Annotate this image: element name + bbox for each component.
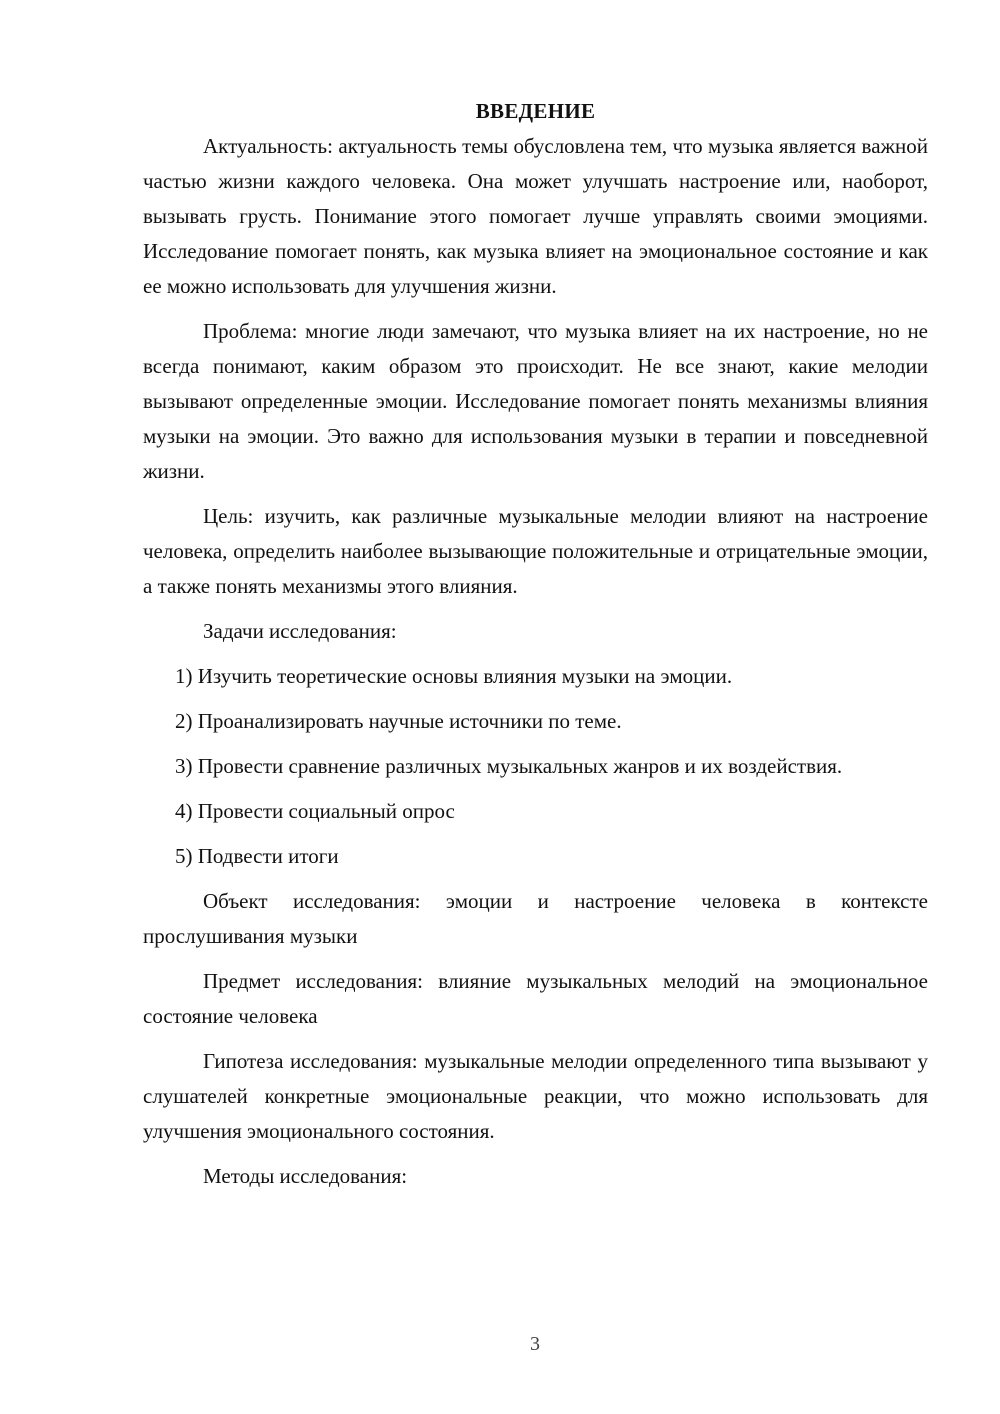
methods-heading: Методы исследования: bbox=[203, 1164, 408, 1188]
hypothesis-paragraph: Гипотеза исследования: музыкальные мелодии определенного типа вызывают у слушателей конкретные эмоциональные реакции, что можно использовать для улучшения эмоционального состояния. bbox=[143, 1049, 928, 1143]
section-title: ВВЕДЕНИЕ bbox=[475, 99, 596, 123]
task-item-4: 4) Провести социальный опрос bbox=[175, 799, 455, 823]
task-item-3: 3) Провести сравнение различных музыкальных жанров и их воздействия. bbox=[175, 754, 843, 778]
task-item-1: 1) Изучить теоретические основы влияния музыки на эмоции. bbox=[175, 664, 733, 688]
task-item-5: 5) Подвести итоги bbox=[175, 844, 339, 868]
problem-paragraph: Проблема: многие люди замечают, что музыка влияет на их настроение, но не всегда понимают, каким образом это происходит. Не все знают, какие мелодии вызывают определенные эмоции. Исследование помогает понять механизмы влияния музыки на эмоции. Это важно для использования музыки в терапии и повседневной жизни. bbox=[143, 319, 928, 483]
object-paragraph: Объект исследования: эмоции и настроение человека в контексте прослушивания музыки bbox=[143, 889, 928, 948]
subject-paragraph: Предмет исследования: влияние музыкальных мелодий на эмоциональное состояние человека bbox=[143, 969, 928, 1028]
relevance-paragraph: Актуальность: актуальность темы обусловлена тем, что музыка является важной частью жизни каждого человека. Она может улучшать настроение или, наоборот, вызывать грусть. Понимание этого помогает лучше управлять своими эмоциями. Исследование помогает понять, как музыка влияет на эмоциональное состояние и как ее можно использовать для улучшения жизни. bbox=[143, 134, 928, 298]
document-page bbox=[143, 96, 928, 1204]
page-number: 3 bbox=[530, 1333, 540, 1355]
task-item-2: 2) Проанализировать научные источники по теме. bbox=[175, 709, 622, 733]
goal-paragraph: Цель: изучить, как различные музыкальные мелодии влияют на настроение человека, определить наиболее вызывающие положительные и отрицательные эмоции, а также понять механизмы этого влияния. bbox=[143, 504, 928, 598]
tasks-heading: Задачи исследования: bbox=[203, 619, 397, 643]
